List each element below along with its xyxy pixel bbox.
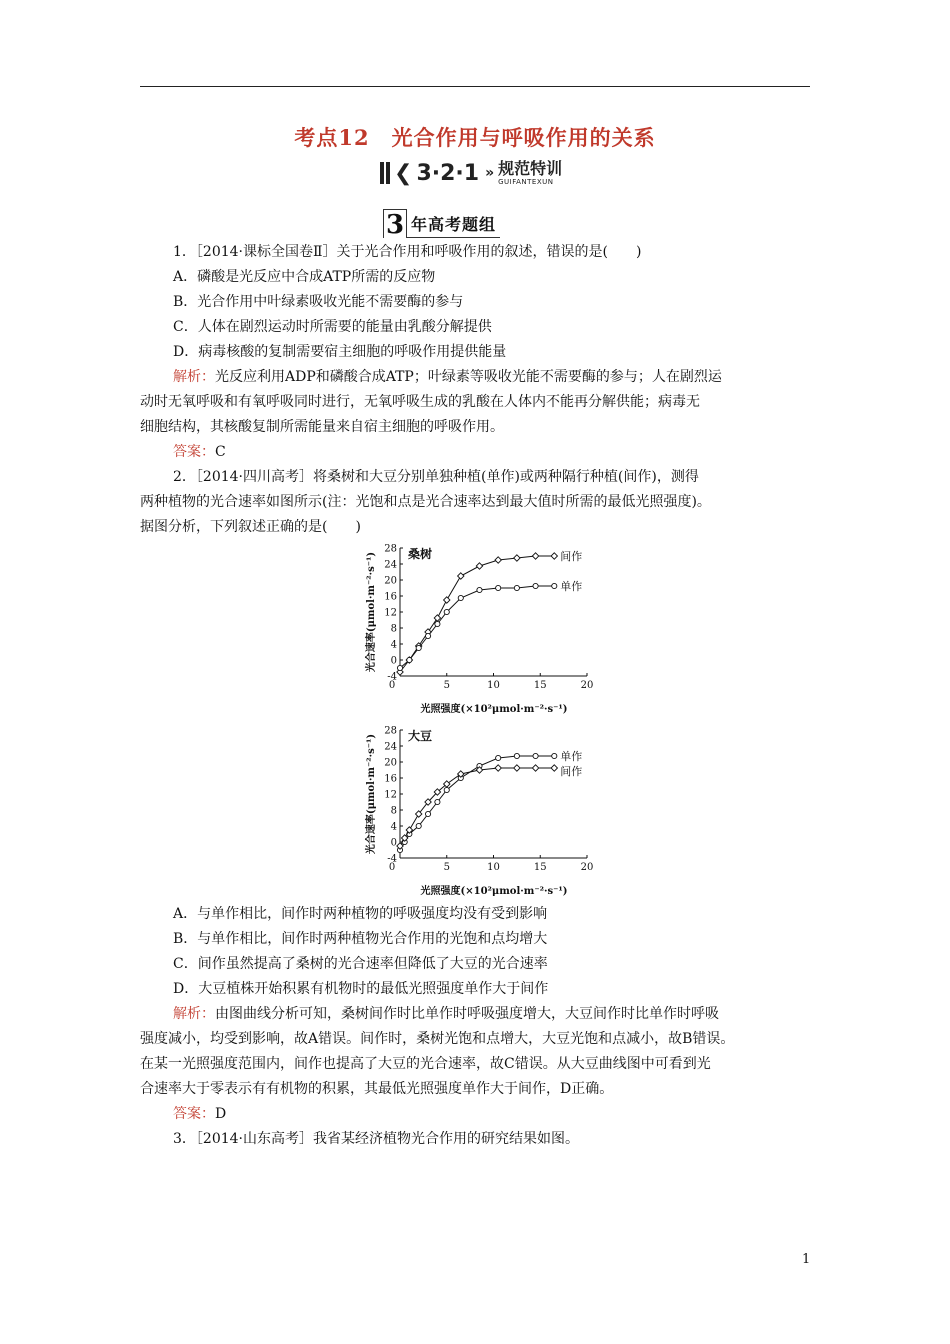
chart0-xtick-label: 5 <box>443 680 450 691</box>
chart0-ytick-label: 4 <box>390 639 397 651</box>
chart1-point <box>552 753 557 758</box>
chart1-title: 大豆 <box>408 729 433 743</box>
section-label: 年高考题组 <box>407 212 500 238</box>
chart0-legend-间作: 间作 <box>560 550 583 563</box>
chart0-point <box>552 583 557 588</box>
chart0-point <box>458 595 463 600</box>
chart0-point <box>444 609 449 614</box>
q1-option-a: A．磷酸是光反应中合成ATP所需的反应物 <box>173 269 436 285</box>
section-number: 3 <box>383 209 407 238</box>
q2-option-c: C．间作虽然提高了桑树的光合速率但降低了大豆的光合速率 <box>173 956 548 972</box>
chart1-series-间作-line <box>400 768 554 846</box>
logo-cn-text: 规范特训 <box>498 158 563 178</box>
chart0-ytick-label: 16 <box>384 591 397 603</box>
section-heading <box>383 209 500 238</box>
chart0-title: 桑树 <box>408 547 433 561</box>
q2-stem-line2: 两种植物的光合速率如图所示(注：光饱和点是光合速率达到最大值时所需的最低光照强度)。 <box>140 494 711 510</box>
chart0-xtick-label: 0 <box>388 680 396 691</box>
q2-analysis <box>140 1002 820 1027</box>
chart0-point <box>476 563 482 569</box>
chart1-y-label: 光合速率(μmol·m⁻²·s⁻¹) <box>366 733 377 855</box>
q2-option-a: A．与单作相比，间作时两种植物的呼吸强度均没有受到影响 <box>173 906 548 922</box>
top-rule <box>140 86 810 87</box>
q2-stem-line3: 据图分析，下列叙述正确的是( ) <box>140 519 361 535</box>
q1-analysis-line3: 细胞结构，其核酸复制所需能量来自宿主细胞的呼吸作用。 <box>140 419 504 435</box>
q2-analysis-label: 解析： <box>173 1006 215 1022</box>
chart0-ytick-label: -4 <box>387 671 397 683</box>
chart0-point <box>551 553 557 559</box>
q2-answer-label: 答案： <box>173 1106 215 1122</box>
q2-option-b: B．与单作相比，间作时两种植物光合作用的光饱和点均增大 <box>173 931 548 947</box>
logo-bars-icon <box>380 162 390 184</box>
chart1-point <box>495 765 501 771</box>
logo-k-icon: ❮ <box>394 160 413 186</box>
chart0-point <box>425 633 430 638</box>
chart0-ytick-label: 20 <box>384 575 397 587</box>
chart0-xtick-label: 10 <box>487 680 500 691</box>
chart1-point <box>416 823 421 828</box>
q3-stem: 3．［2014·山东高考］我省某经济植物光合作用的研究结果如图。 <box>173 1131 579 1147</box>
chart0-ytick-label: 28 <box>384 543 397 555</box>
chart1-ytick-label: 16 <box>384 773 397 785</box>
chart0-point <box>496 585 501 590</box>
chart1-x-label: 光照强度(×10²μmol·m⁻²·s⁻¹) <box>420 886 568 897</box>
chart1-ytick-label: 24 <box>384 741 397 753</box>
chart0-point <box>458 573 464 579</box>
chart1-legend-单作: 单作 <box>560 750 583 763</box>
chart0-point <box>514 555 520 561</box>
q1-analysis-label: 解析： <box>173 369 215 385</box>
chart0-x-label: 光照强度(×10²μmol·m⁻²·s⁻¹) <box>420 704 568 715</box>
chart0-point <box>435 621 440 626</box>
q2-stem-line1: 2．［2014·四川高考］将桑树和大豆分别单独种植(单作)或两种隔行种植(间作)，测得 <box>173 469 699 485</box>
chart1-point <box>444 787 449 792</box>
chart0-point <box>434 615 440 621</box>
page-title: 考点12 光合作用与呼吸作用的关系 <box>294 125 656 150</box>
chart1-ytick-label: 28 <box>384 725 397 737</box>
chart1-xtick-label: 5 <box>443 862 450 873</box>
q1-analysis-line2: 动时无氧呼吸和有氧呼吸同时进行，无氧呼吸生成的乳酸在人体内不能再分解供能；病毒无 <box>140 394 700 410</box>
q1-option-c: C．人体在剧烈运动时所需要的能量由乳酸分解提供 <box>173 319 492 335</box>
chart1-point <box>435 799 440 804</box>
page-number: 1 <box>802 1252 811 1267</box>
chart1-ytick-label: 8 <box>390 805 397 817</box>
q2-answer-value: D <box>215 1106 227 1122</box>
chart0-series-间作-line <box>400 556 554 672</box>
logo-arrow-icon: » <box>485 165 495 181</box>
q1-answer-value: C <box>215 444 226 460</box>
brand-logo <box>380 158 562 188</box>
q2-option-d: D．大豆植株开始积累有机物时的最低光照强度单作大于间作 <box>173 981 549 997</box>
q2-analysis-line2: 强度减小，均受到影响，故A错误。间作时，桑树光饱和点增大，大豆光饱和点减小，故B错误。 <box>140 1031 735 1047</box>
chart1-ytick-label: 0 <box>390 837 397 849</box>
chart0-ytick-label: 8 <box>390 623 397 635</box>
chart0-y-label: 光合速率(μmol·m⁻²·s⁻¹) <box>366 551 377 673</box>
chart1-xtick-label: 10 <box>487 862 500 873</box>
chart1-point <box>514 753 519 758</box>
chart1-xtick-label: 0 <box>388 862 396 873</box>
chart0-point <box>444 597 450 603</box>
question-content <box>140 240 820 1152</box>
chart0-point <box>495 557 501 563</box>
chart0-point <box>532 553 538 559</box>
logo-en-text: GUIFANTEXUN <box>498 177 554 186</box>
chart0-point <box>533 583 538 588</box>
chart1-ytick-label: 4 <box>390 821 397 833</box>
q2-analysis-line3: 在某一光照强度范围内，间作也提高了大豆的光合速率，故C错误。从大豆曲线图中可看到光 <box>140 1056 711 1072</box>
q2-analysis-line4: 合速率大于零表示有有机物的积累，其最低光照强度单作大于间作，D正确。 <box>140 1081 614 1097</box>
q2-answer <box>140 1102 820 1127</box>
q1-stem: 1．［2014·课标全国卷Ⅱ］关于光合作用和呼吸作用的叙述，错误的是( ) <box>173 244 642 260</box>
chart1-point <box>496 755 501 760</box>
chart1-ytick-label: 12 <box>384 789 397 801</box>
chart1-point <box>551 765 557 771</box>
q1-answer-label: 答案： <box>173 444 215 460</box>
chart1-point <box>514 765 520 771</box>
chart0-ytick-label: 0 <box>390 655 397 667</box>
q1-analysis-line1: 光反应利用ADP和磷酸合成ATP；叶绿素等吸收光能不需要酶的参与；人在剧烈运 <box>215 369 722 385</box>
q1-option-b: B．光合作用中叶绿素吸收光能不需要酶的参与 <box>173 294 464 310</box>
chart0-series-单作-line <box>400 586 554 668</box>
chart0-point <box>514 585 519 590</box>
chart1-ytick-label: -4 <box>387 853 397 865</box>
chart0-point <box>397 665 402 670</box>
mulberry-chart <box>362 540 602 722</box>
chart0-point <box>407 657 412 662</box>
q2-analysis-line1: 由图曲线分析可知，桑树间作时比单作时呼吸强度增大，大豆间作时比单作时呼吸 <box>215 1006 719 1022</box>
chart0-xtick-label: 15 <box>533 680 547 691</box>
chart0-point <box>477 587 482 592</box>
logo-numbers: 3·2·1 <box>416 160 480 186</box>
chart1-legend-间作: 间作 <box>560 765 583 778</box>
chart0-point <box>416 645 421 650</box>
chart1-ytick-label: 20 <box>384 757 397 769</box>
chart1-xtick-label: 20 <box>580 862 594 873</box>
chart1-xtick-label: 15 <box>533 862 547 873</box>
chart0-legend-单作: 单作 <box>560 580 583 593</box>
q1-option-d: D．病毒核酸的复制需要宿主细胞的呼吸作用提供能量 <box>173 344 507 360</box>
q1-answer <box>140 440 820 465</box>
chart1-point <box>533 753 538 758</box>
chart0-ytick-label: 12 <box>384 607 397 619</box>
chart1-point <box>425 811 430 816</box>
q1-analysis <box>140 365 820 390</box>
chart1-point <box>532 765 538 771</box>
chart0-xtick-label: 20 <box>580 680 594 691</box>
chart0-ytick-label: 24 <box>384 559 397 571</box>
soybean-chart <box>362 722 602 902</box>
